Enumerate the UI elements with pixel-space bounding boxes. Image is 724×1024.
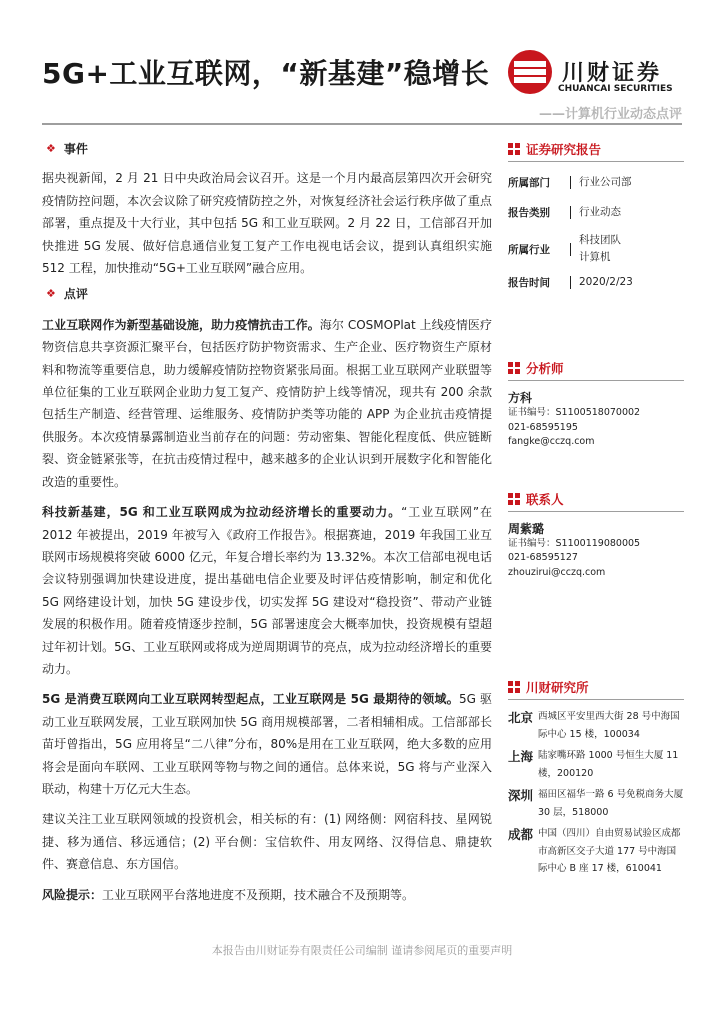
section-comment-heading: ❖ 点评: [46, 283, 492, 305]
office-chengdu: 成都 中国（四川）自由贸易试验区成都市高新区交子大道 177 号中海国际中心 B 座 17 楼，610041: [508, 827, 681, 874]
contact-heading: 联系人: [508, 490, 684, 512]
analyst-name: 方科: [508, 391, 533, 405]
report-subtitle: ——计算机行业动态点评: [538, 107, 682, 122]
header-divider: [42, 123, 682, 125]
contact-phone: 021-68595127: [508, 552, 578, 563]
chuancai-logo-icon: [508, 50, 552, 94]
section-marker-icon: [508, 493, 520, 505]
office-beijing: 北京 西城区平安里西大街 28 号中海国际中心 15 楼，100034: [508, 710, 680, 740]
report-heading: 证券研究报告: [508, 140, 684, 162]
main-content: [42, 138, 492, 906]
section-marker-icon: [508, 681, 520, 693]
event-paragraph: 据央视新闻，2 月 21 日中央政治局会议召开。这是一个月内最高层第四次开会研究疫情防控问题，本次会议除了研究疫情防控之外，对恢复经济社会运行秩序做了重点部署，重点提及十大行业，其中包括 5G 和工业互联网。2 月 22 日，工信部召开加快推进 5G 发展、做好信息通信业复工复产工作电视电话会议，提到认真组织实施 512 工程，加快推动“5G+工业互联网”融合应用。: [42, 171, 492, 276]
contact-email[interactable]: zhouzirui@cczq.com: [508, 566, 606, 578]
risk-paragraph: 风险提示：工业互联网平台落地进度不及预期，技术融合不及预期等。: [42, 887, 415, 902]
research-institute-heading: 川财研究所: [508, 678, 684, 700]
page-footer: 本报告由川财证券有限责任公司编制 谨请参阅尾页的重要声明: [211, 944, 513, 957]
analyst-email[interactable]: fangke@cczq.com: [508, 436, 595, 447]
meta-department: 所属部门 行业公司部: [508, 176, 632, 189]
brand-name-en: CHUANCAI SECURITIES: [558, 84, 673, 94]
meta-category: 报告类别 行业动态: [508, 206, 621, 219]
recommendation-paragraph: 建议关注工业互联网领域的投资机会，相关标的有：(1) 网络侧：网宿科技、星网锐捷、移为通信、移远通信；(2) 平台侧：宝信软件、用友网络、汉得信息、鼎捷软件、赛意信息、东方国信。: [42, 812, 492, 872]
diamond-bullet-icon: ❖: [46, 142, 56, 155]
meta-date: 报告时间 2020/2/23: [508, 276, 633, 289]
analyst-cert: 证书编号：S1100518070002: [508, 407, 641, 418]
report-title: 5G+工业互联网，“新基建”稳增长: [42, 57, 490, 90]
analyst-heading: 分析师: [508, 359, 684, 381]
analyst-phone: 021-68595195: [508, 421, 578, 433]
section-event-heading: ❖ 事件: [46, 138, 492, 160]
comment-paragraph-3: 5G 是消费互联网向工业互联网转型起点，工业互联网是 5G 最期待的领域。5G 驱动工业互联网发展，工业互联网加快 5G 商用规模部署，二者相辅相成。工信部部长苗圩曾指出，5G 应用将呈“二八律”分布，80%是用在工业互联网，绝大多数的应用将会是面向车联网、工业互联网等物与物之间的通信。总体来说，5G 将与产业深入联动，构建十万亿元大生态。: [42, 692, 493, 796]
comment-paragraph-2: 科技新基建，5G 和工业互联网成为拉动经济增长的重要动力。“工业互联网”在 2012 年被提出，2019 年被写入《政府工作报告》。根据赛迪，2019 年我国工业互联网市场规模将突破 6000 亿元，年复合增长率约为 13.32%。本次工信部电视电话会议特别强调加快建设进度，提出基础电信企业要及时评估疫情影响，制定和优化 5G 网络建设计划，加快 5G 建设步伐，切实发挥 5G 建设对“稳投资”、带动产业链发展的积极作用。随着疫情逐步控制，5G 部署速度会大概率加快，投资规模有望超过年初计划。5G、工业互联网或将成为逆周期调节的亮点，成为拉动经济增长的重要动力。: [42, 505, 492, 676]
office-shanghai: 上海 陆家嘴环路 1000 号恒生大厦 11 楼，200120: [508, 749, 679, 779]
section-marker-icon: [508, 143, 520, 155]
brand-name: 川财证券: [562, 61, 663, 86]
diamond-bullet-icon: ❖: [46, 287, 56, 301]
office-shenzhen: 深圳 福田区福华一路 6 号免税商务大厦 30 层，518000: [508, 788, 684, 818]
meta-industry: 所属行业 科技团队 计算机: [508, 234, 621, 263]
contact-cert: 证书编号：S1100119080005: [508, 537, 641, 549]
comment-paragraph-1: 工业互联网作为新型基础设施，助力疫情抗击工作。海尔 COSMOPlat 上线疫情医疗物资信息共享资源汇聚平台，包括医疗防护物资需求、生产企业、医疗物资生产原材料和物流等重要信息，助力缓解疫情防控物资紧张局面。根据工业互联网产业联盟等单位征集的工业互联网企业助力复工复产、疫情防护上线等情况，现共有 200 余款包括生产制造、经营管理、运维服务、疫情防护类等功能的 APP 为企业抗击疫情提供服务。本次疫情暴露制造业当前存在的问题：劳动密集、智能化程度低、供应链断裂、资金链紧张等，在抗击疫情过程中，越来越多的企业认识到开展数字化和智能化改造的重要性。: [42, 317, 492, 489]
section-marker-icon: [508, 362, 520, 374]
contact-name: 周紫璐: [508, 521, 545, 536]
sidebar: [508, 140, 684, 878]
